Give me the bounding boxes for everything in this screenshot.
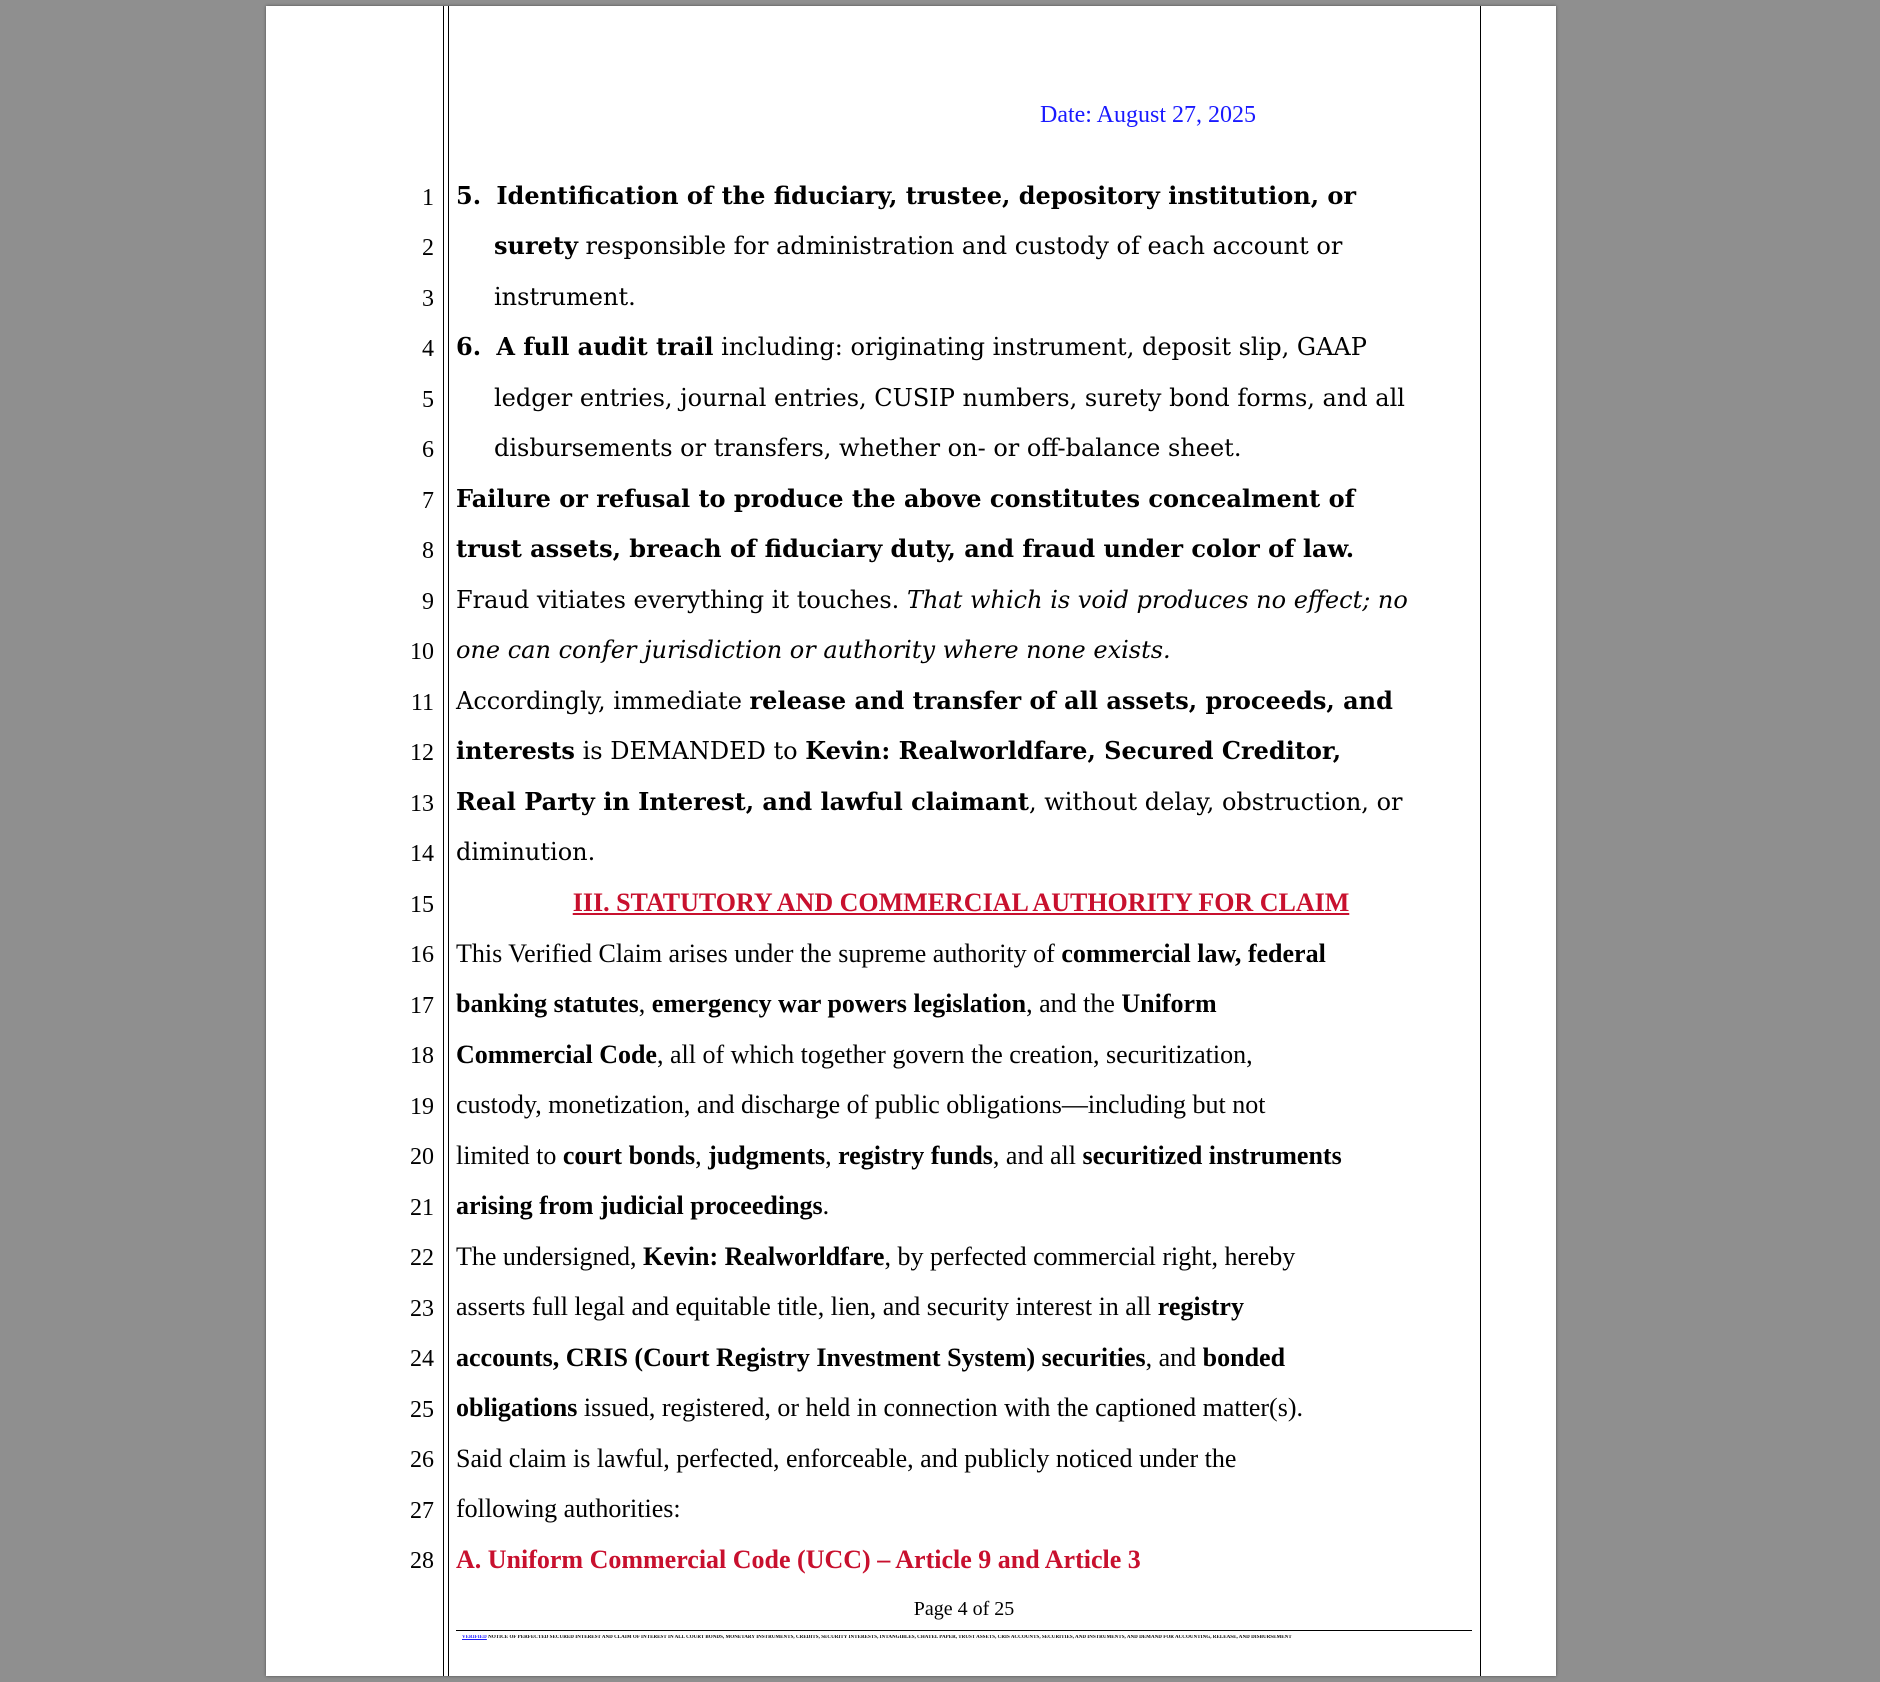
line-number: 26 xyxy=(410,1447,434,1473)
list-number: 5. xyxy=(456,181,482,210)
text-line-12 xyxy=(456,736,1342,765)
line-number: 25 xyxy=(410,1397,434,1423)
line-number: 17 xyxy=(410,993,434,1019)
bold-text: A full audit trail xyxy=(496,332,714,361)
text-line-14: diminution. xyxy=(456,838,596,866)
bold-text: Failure or refusal to produce the above constitutes concealment of xyxy=(456,484,1355,513)
plain-text: . xyxy=(822,1191,830,1220)
line-number: 19 xyxy=(410,1094,434,1120)
bold-text: obligations xyxy=(456,1393,578,1422)
text-line-10 xyxy=(456,638,1171,662)
bold-text: surety xyxy=(494,231,578,260)
text-line-5: ledger entries, journal entries, CUSIP numbers, surety bond forms, and all xyxy=(494,384,1405,412)
bold-text: interests xyxy=(456,736,575,765)
text-line-11 xyxy=(456,686,1393,715)
plain-text: is DEMANDED to xyxy=(574,737,806,765)
line-number: 9 xyxy=(422,589,434,615)
text-line-8 xyxy=(456,534,1355,563)
bold-text: Commercial Code xyxy=(456,1040,657,1069)
plain-text: issued, registered, or held in connection with the captioned matter(s). xyxy=(577,1393,1303,1422)
line-number: 1 xyxy=(422,185,434,211)
bold-text: emergency war powers legislation xyxy=(651,989,1027,1018)
subsection-heading-text: A. Uniform Commercial Code (UCC) – Article 9 and Article 3 xyxy=(456,1545,1141,1574)
bold-text: Uniform xyxy=(1121,989,1217,1018)
footer-link[interactable]: VERIFIED xyxy=(462,1635,487,1640)
bold-text: judgments xyxy=(708,1141,826,1170)
line-number: 28 xyxy=(410,1548,434,1574)
plain-text: , by perfected commercial right, hereby xyxy=(884,1242,1296,1271)
bold-text: Real Party in Interest, and lawful claimant xyxy=(456,787,1029,816)
text-line-25 xyxy=(456,1395,1303,1421)
bold-text: Kevin: Realworldfare, Secured Creditor, xyxy=(805,736,1342,765)
text-line-4 xyxy=(456,332,1367,361)
bold-text: registry xyxy=(1157,1292,1244,1321)
plain-text: This Verified Claim arises under the supreme authority of xyxy=(456,939,1062,968)
list-number: 6. xyxy=(456,332,482,361)
left-margin-rule-inner xyxy=(448,6,449,1676)
text-line-20 xyxy=(456,1143,1342,1169)
line-number: 7 xyxy=(422,488,434,514)
text-line-1 xyxy=(456,181,1357,210)
text-line-24 xyxy=(456,1345,1285,1371)
section-heading-text: III. STATUTORY AND COMMERCIAL AUTHORITY FOR CLAIM xyxy=(572,888,1350,917)
line-number: 10 xyxy=(410,639,434,665)
line-number: 16 xyxy=(410,942,434,968)
document-page xyxy=(266,6,1556,1676)
plain-text: including: originating instrument, deposit slip, GAAP xyxy=(713,333,1367,361)
text-line-22 xyxy=(456,1244,1295,1270)
line-number: 8 xyxy=(422,538,434,564)
bold-text: banking statutes xyxy=(456,989,639,1018)
bold-text: release and transfer of all assets, proceeds, and xyxy=(749,686,1393,715)
bold-text: accounts, CRIS (Court Registry Investment System) securities xyxy=(456,1343,1146,1372)
line-number: 23 xyxy=(410,1296,434,1322)
text-line-19: custody, monetization, and discharge of public obligations—including but not xyxy=(456,1090,1266,1119)
bold-text: court bonds xyxy=(562,1141,696,1170)
line-number: 24 xyxy=(410,1346,434,1372)
text-line-13 xyxy=(456,787,1403,816)
line-number: 2 xyxy=(422,235,434,261)
line-number: 20 xyxy=(410,1144,434,1170)
plain-text: asserts full legal and equitable title, lien, and security interest in all xyxy=(456,1292,1158,1321)
plain-text: , and all xyxy=(992,1141,1083,1170)
right-margin-rule xyxy=(1480,6,1481,1676)
text-line-21 xyxy=(456,1193,829,1219)
footer-rule xyxy=(456,1630,1472,1631)
plain-text: Accordingly, immediate xyxy=(456,687,750,715)
bold-text: Kevin: Realworldfare xyxy=(643,1242,885,1271)
section-heading xyxy=(456,890,1466,916)
line-number: 15 xyxy=(410,892,434,918)
line-number: 11 xyxy=(410,690,434,716)
line-number: 21 xyxy=(410,1195,434,1221)
plain-text: , all of which together govern the creation, securitization, xyxy=(656,1040,1253,1069)
plain-text: , and the xyxy=(1026,989,1122,1018)
bold-text: arising from judicial proceedings xyxy=(456,1191,823,1220)
plain-text: , without delay, obstruction, or xyxy=(1029,788,1403,816)
line-number: 12 xyxy=(410,740,434,766)
document-footer xyxy=(462,1635,1470,1640)
plain-text: , xyxy=(695,1141,709,1170)
line-number: 22 xyxy=(410,1245,434,1271)
footer-text: NOTICE OF PERFECTED SECURED INTEREST AND CLAIM OF INTEREST IN ALL COURT BONDS, MONETARY INSTRUMENTS, CREDITS, SECURITY INTERESTS, INTANGIBLES, CHATEL PAPER, TRUST ASSETS, CRIS ACCOUNTS, SECURITIES, AND INSTRUMENTS, AND DEMAND FOR ACCOUNTING, RELEASE, AND DISBURSEMENT xyxy=(486,1635,1292,1640)
italic-text: That which is void produces no effect; no xyxy=(906,586,1408,614)
text-line-17 xyxy=(456,991,1217,1017)
line-number: 18 xyxy=(410,1043,434,1069)
plain-text: , xyxy=(825,1141,839,1170)
subsection-heading xyxy=(456,1547,1141,1573)
line-number: 4 xyxy=(422,336,434,362)
document-date: Date: August 27, 2025 xyxy=(1040,102,1256,128)
text-line-6: disbursements or transfers, whether on- or off-balance sheet. xyxy=(494,434,1242,462)
left-margin-rule xyxy=(443,6,444,1676)
line-number: 13 xyxy=(410,791,434,817)
text-line-7 xyxy=(456,484,1355,513)
line-number: 6 xyxy=(422,437,434,463)
plain-text: Fraud vitiates everything it touches. xyxy=(456,586,907,614)
plain-text: , and xyxy=(1145,1343,1203,1372)
text-line-27: following authorities: xyxy=(456,1494,681,1523)
plain-text: limited to xyxy=(456,1141,563,1170)
text-line-3: instrument. xyxy=(494,283,636,311)
plain-text: responsible for administration and custody of each account or xyxy=(577,232,1343,260)
bold-text: bonded xyxy=(1202,1343,1286,1372)
text-line-18 xyxy=(456,1042,1253,1068)
line-number: 14 xyxy=(410,841,434,867)
text-line-9 xyxy=(456,588,1408,612)
bold-text: securitized instruments xyxy=(1082,1141,1342,1170)
bold-text: Identification of the fiduciary, trustee, depository institution, or xyxy=(496,181,1357,210)
page-number: Page 4 of 25 xyxy=(913,1598,1015,1620)
text-line-26: Said claim is lawful, perfected, enforceable, and publicly noticed under the xyxy=(456,1444,1237,1473)
plain-text: The undersigned, xyxy=(456,1242,644,1271)
plain-text: , xyxy=(638,989,652,1018)
text-line-2 xyxy=(494,231,1343,260)
bold-text: commercial law, federal xyxy=(1061,939,1326,968)
text-line-16 xyxy=(456,941,1326,967)
bold-text: trust assets, breach of fiduciary duty, and fraud under color of law. xyxy=(456,534,1355,563)
line-number: 3 xyxy=(422,286,434,312)
italic-text: one can confer jurisdiction or authority where none exists. xyxy=(456,636,1171,664)
line-number: 27 xyxy=(410,1498,434,1524)
text-line-23 xyxy=(456,1294,1244,1320)
bold-text: registry funds xyxy=(838,1141,993,1170)
line-number: 5 xyxy=(422,387,434,413)
